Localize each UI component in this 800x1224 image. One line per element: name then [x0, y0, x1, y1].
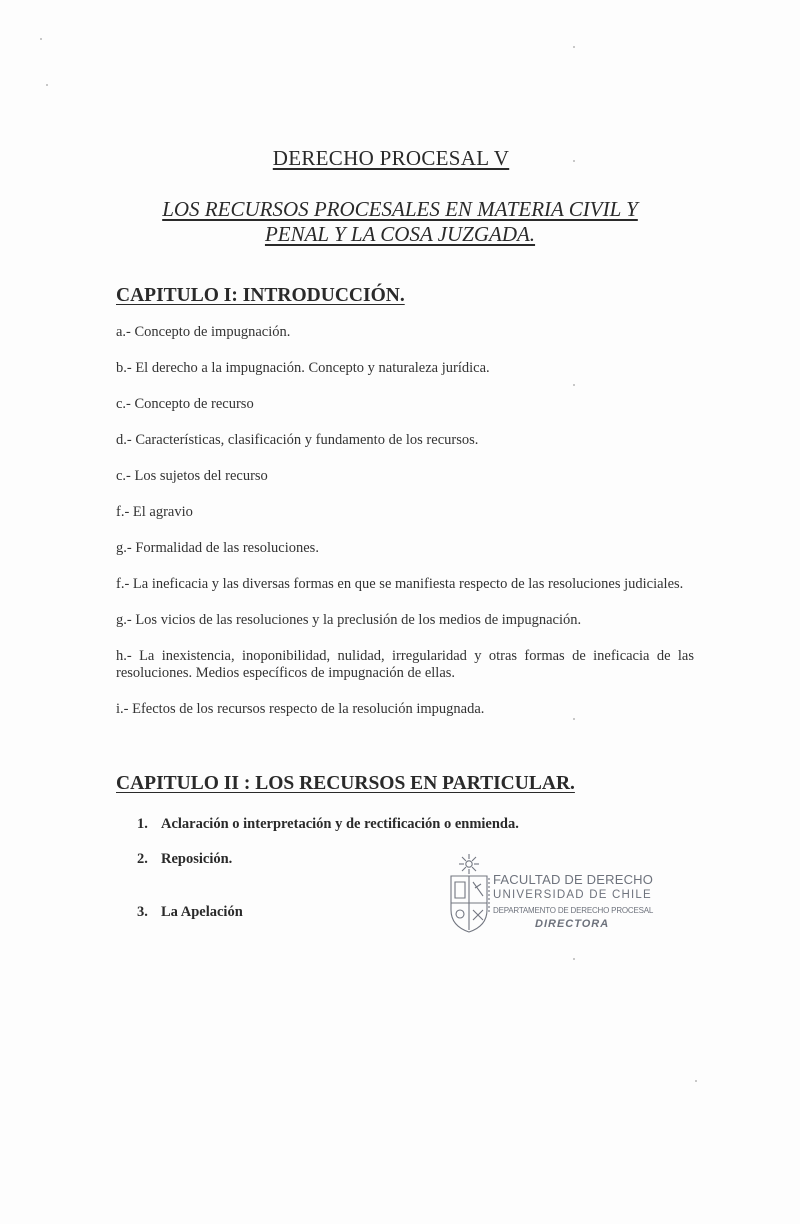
document-subtitle	[120, 197, 680, 247]
topic-item: c.- Concepto de recurso	[116, 396, 254, 412]
item-number: 2.	[137, 851, 148, 867]
stamp-line-role: DIRECTORA	[535, 918, 610, 930]
chapter-2-item	[137, 851, 232, 868]
stamp-line-faculty: FACULTAD DE DERECHO	[493, 872, 654, 887]
chapter-2-heading: CAPITULO II : LOS RECURSOS EN PARTICULAR.	[116, 773, 575, 794]
topic-item: c.- Los sujetos del recurso	[116, 468, 268, 484]
item-number: 1.	[137, 816, 148, 832]
stamp-line-university: UNIVERSIDAD DE CHILE	[493, 889, 652, 901]
subtitle-line-2: PENAL Y LA COSA JUZGADA.	[264, 222, 536, 246]
topic-item: f.- El agravio	[116, 504, 193, 520]
scan-speck	[573, 958, 575, 960]
chapter-1-topic-list	[116, 324, 694, 718]
scan-speck	[695, 1080, 697, 1082]
document-title-text: DERECHO PROCESAL V	[272, 146, 510, 170]
topic-item: i.- Efectos de los recursos respecto de la resolución impugnada.	[116, 701, 485, 717]
scan-speck	[40, 38, 42, 40]
subtitle-line-1: LOS RECURSOS PROCESALES EN MATERIA CIVIL Y	[162, 197, 638, 221]
topic-item: g.- Los vicios de las resoluciones y la preclusión de los medios de impugnación.	[116, 612, 582, 628]
document-title	[0, 146, 800, 171]
topic-item: a.- Concepto de impugnación.	[116, 324, 291, 340]
chapter-2-item	[137, 816, 519, 833]
stamp-line-department: DEPARTAMENTO DE DERECHO PROCESAL	[493, 906, 654, 915]
topic-item: b.- El derecho a la impugnación. Concepto y naturaleza jurídica.	[116, 360, 490, 376]
topic-item: h.- La inexistencia, inoponibilidad, nulidad, irregularidad y otras formas de ineficacia de las resoluciones. Medios específicos de impugnación de ellas.	[116, 648, 694, 681]
topic-item: f.- La ineficacia y las diversas formas en que se manifiesta respecto de las resoluciones judiciales.	[116, 576, 684, 592]
scan-speck	[573, 718, 575, 720]
item-number: 3.	[137, 904, 148, 920]
topic-item: g.- Formalidad de las resoluciones.	[116, 540, 319, 556]
chapter-1-heading: CAPITULO I: INTRODUCCIÓN.	[116, 285, 405, 306]
item-label: La Apelación	[161, 904, 243, 920]
university-crest-icon	[447, 852, 493, 936]
item-label: Reposición.	[161, 851, 233, 867]
scan-speck	[46, 84, 48, 86]
item-label: Aclaración o interpretación y de rectificación o enmienda.	[161, 816, 519, 832]
scan-speck	[573, 46, 575, 48]
faculty-stamp	[447, 852, 667, 936]
chapter-2-item	[137, 904, 243, 921]
topic-item: d.- Características, clasificación y fundamento de los recursos.	[116, 432, 479, 448]
